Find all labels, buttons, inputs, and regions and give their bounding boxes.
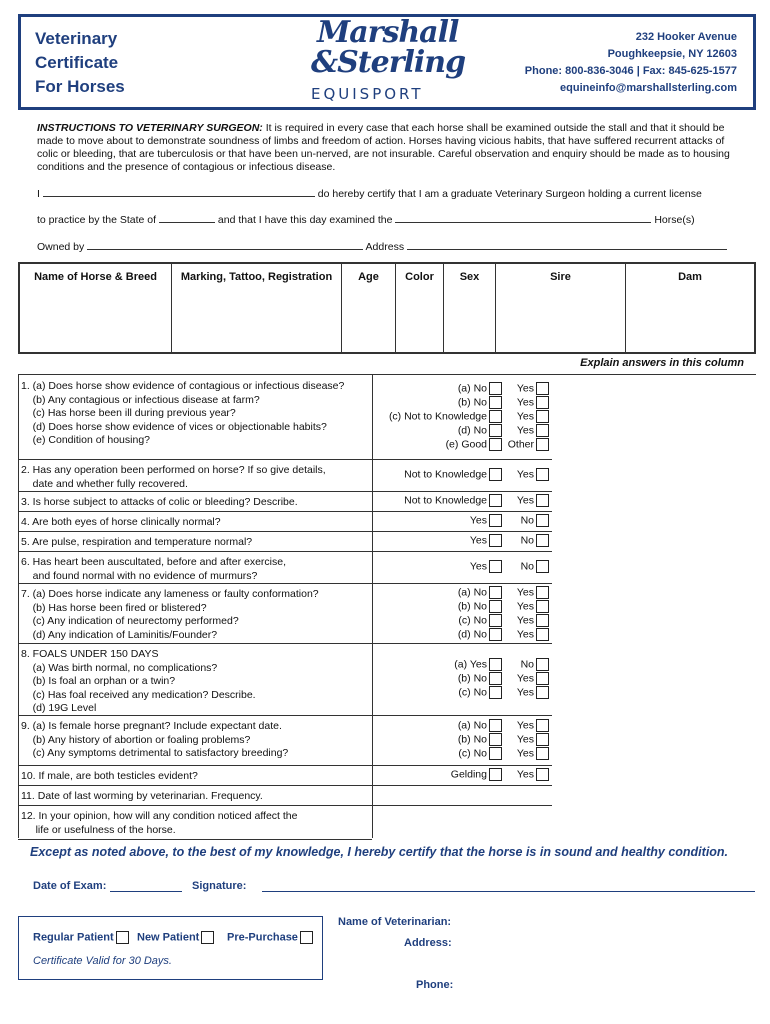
answer-option: Yes [517,628,549,641]
state-field[interactable] [159,213,215,223]
answer-checkbox[interactable] [489,424,502,437]
question-7 [21,588,319,642]
answer-checkbox[interactable] [536,747,549,760]
question-6-line: 6. Has heart been auscultated, before and after exercise, [21,556,286,568]
question-5 [21,536,252,550]
answer-option: Not to Knowledge [404,468,502,481]
question-12-line: life or usefulness of the horse. [21,823,176,836]
question-1-line: (b) Any contagious or infectious disease at farm? [21,393,260,406]
question-2-line: 2. Has any operation been performed on horse? If so give details, [21,464,326,476]
answer-option: Yes [517,396,549,409]
logo-sterling: &Sterling [311,45,466,80]
new-patient-checkbox[interactable] [201,931,214,944]
new-patient-label: New Patient [137,931,214,944]
answer-checkbox[interactable] [536,628,549,641]
answer-checkbox[interactable] [489,410,502,423]
question-11 [21,790,263,804]
answer-checkbox[interactable] [536,396,549,409]
question-9 [21,720,288,761]
signature-label: Signature: [192,880,247,892]
answer-option: (c) No [458,614,502,627]
answer-option: (c) No [458,747,502,760]
regular-patient-checkbox[interactable] [116,931,129,944]
practice-text: to practice by the State of [37,214,157,226]
answer-option: No [521,658,549,671]
answer-option: (c) Not to Knowledge [389,410,502,423]
instructions [37,122,737,174]
answer-checkbox[interactable] [489,514,502,527]
question-7-line: (b) Has horse been fired or blistered? [21,601,207,614]
col-sex: Sex [444,264,496,352]
valid-note: Certificate Valid for 30 Days. [33,955,172,967]
signature-field[interactable] [262,891,755,892]
date-field[interactable] [110,891,182,892]
question-4-line: 4. Are both eyes of horse clinically normal? [21,516,221,528]
answer-option: Yes [470,534,502,547]
answer-checkbox[interactable] [536,438,549,451]
question-11-line: 11. Date of last worming by veterinarian. Frequency. [21,790,263,802]
answer-option: (b) No [458,672,502,685]
date-label: Date of Exam: [33,880,107,892]
answer-checkbox[interactable] [536,614,549,627]
question-10 [21,770,198,784]
answer-option: Other [508,438,549,451]
question-1-line: (e) Condition of housing? [21,434,150,446]
answer-option: (b) No [458,600,502,613]
answer-checkbox[interactable] [536,586,549,599]
answer-option: Yes [517,747,549,760]
answer-checkbox[interactable] [536,560,549,573]
question-8-line: (a) Was birth normal, no complications? [21,661,218,674]
answer-checkbox[interactable] [489,768,502,781]
instructions-label: INSTRUCTIONS TO VETERINARY SURGEON: [37,122,263,134]
question-9-line: (c) Any symptoms detrimental to satisfactory breeding? [21,747,289,759]
answer-option: Yes [517,686,549,699]
certify-row-2 [37,213,695,226]
examined-text: and that I have this day examined the [217,214,393,226]
answer-checkbox[interactable] [536,768,549,781]
answer-option: No [521,560,549,573]
address-line-2: Poughkeepsie, NY 12603 [607,48,737,60]
col-age: Age [342,264,396,352]
owned-by-label: Owned by [37,241,85,253]
vet-name-label: Name of Veterinarian: [338,916,452,928]
question-7-line: (c) Any indication of neurectomy performed? [21,615,239,627]
answer-checkbox[interactable] [536,494,549,507]
answer-checkbox[interactable] [489,672,502,685]
answer-option: Yes [517,672,549,685]
answer-checkbox[interactable] [489,686,502,699]
answer-option: Not to Knowledge [404,494,502,507]
question-1-line: (c) Has horse been ill during previous year? [21,407,236,419]
answer-option: Yes [517,424,549,437]
answer-option: Gelding [451,768,502,781]
explain-label: Explain answers in this column [580,357,744,369]
question-7-line: 7. (a) Does horse indicate any lameness or faulty conformation? [21,588,319,600]
address-line-1: 232 Hooker Avenue [635,31,737,43]
answer-option: Yes [517,382,549,395]
pre-purchase-checkbox[interactable] [300,931,313,944]
answer-option: Yes [470,514,502,527]
answer-checkbox[interactable] [489,600,502,613]
i-label: I [37,188,40,200]
pre-purchase-label: Pre-Purchase [227,931,313,944]
answer-option: Yes [517,733,549,746]
answer-option: (a) No [458,586,502,599]
question-2-line: date and whether fully recovered. [21,477,188,490]
answer-checkbox[interactable] [536,534,549,547]
question-1 [21,380,344,448]
question-6 [21,556,286,583]
answer-checkbox[interactable] [489,614,502,627]
answer-checkbox[interactable] [536,600,549,613]
answer-option: (b) No [458,396,502,409]
answer-checkbox[interactable] [489,733,502,746]
answer-option: (b) No [458,733,502,746]
question-10-line: 10. If male, are both testicles evident? [21,770,198,782]
owner-field[interactable] [87,240,363,250]
answer-checkbox[interactable] [536,719,549,732]
col-color: Color [396,264,444,352]
question-12 [21,810,297,837]
answer-checkbox[interactable] [536,382,549,395]
answer-option: Yes [517,768,549,781]
answer-option: Yes [517,586,549,599]
question-8-line: (c) Has foal received any medication? Describe. [21,688,256,701]
answer-option: No [521,534,549,547]
answer-checkbox[interactable] [489,438,502,451]
answer-option: Yes [517,494,549,507]
col-name-breed: Name of Horse & Breed [20,264,172,352]
answer-option: (a) No [458,719,502,732]
owner-address-label: Address [365,241,405,253]
question-9-line: 9. (a) Is female horse pregnant? Include expectant date. [21,720,282,732]
question-12-line: 12. In your opinion, how will any condition noticed affect the [21,810,298,822]
answer-option: Yes [470,560,502,573]
answer-checkbox[interactable] [489,560,502,573]
certify-row-3 [37,240,727,253]
header-box [18,14,756,110]
answer-checkbox[interactable] [536,658,549,671]
question-2 [21,464,326,491]
vet-address-label: Address: [404,937,452,949]
contact-line: Phone: 800-836-3046 | Fax: 845-625-1577 [524,65,737,77]
answer-option: Yes [517,468,549,481]
except-statement: Except as noted above, to the best of my knowledge, I hereby certify that the horse is in sound and healthy condition. [30,845,729,859]
answer-checkbox[interactable] [489,747,502,760]
answer-checkbox[interactable] [489,658,502,671]
answer-option: Yes [517,600,549,613]
form-title-line-1: Veterinary [35,29,118,48]
question-4 [21,516,221,530]
regular-patient-label: Regular Patient [33,931,129,944]
answer-checkbox[interactable] [536,468,549,481]
question-6-line: and found normal with no evidence of murmurs? [21,569,258,582]
answer-option: Yes [517,614,549,627]
col-marking: Marking, Tattoo, Registration [172,264,342,352]
question-8-line: (b) Is foal an orphan or a twin? [21,675,176,687]
form-title-line-3: For Horses [35,77,125,96]
question-8-line: 8. FOALS UNDER 150 DAYS [21,648,159,660]
answer-checkbox[interactable] [536,424,549,437]
answer-option: No [521,514,549,527]
owner-address-field[interactable] [407,240,727,250]
answer-option: Yes [517,719,549,732]
patient-box [18,916,323,980]
answer-option: (c) No [458,686,502,699]
answer-option: (d) No [458,424,502,437]
answer-checkbox[interactable] [489,628,502,641]
question-5-line: 5. Are pulse, respiration and temperature normal? [21,536,253,548]
answer-option: (d) No [458,628,502,641]
answer-checkbox[interactable] [489,396,502,409]
answer-checkbox[interactable] [536,410,549,423]
question-3 [21,496,298,510]
question-7-line: (d) Any indication of Laminitis/Founder? [21,628,218,641]
answer-checkbox[interactable] [536,686,549,699]
questions-table [18,374,756,838]
answer-checkbox[interactable] [489,534,502,547]
surgeon-name-field[interactable] [43,187,315,197]
answer-checkbox[interactable] [489,586,502,599]
answer-checkbox[interactable] [536,733,549,746]
answer-option: (a) Yes [454,658,502,671]
certify-row-1 [37,187,702,200]
email-line[interactable]: equineinfo@marshallsterling.com [560,82,737,94]
question-8-line: (d) 19G Level [21,702,97,714]
question-3-line: 3. Is horse subject to attacks of colic or bleeding? Describe. [21,496,298,508]
logo-equisport: EQUISPORT [311,85,424,103]
answer-checkbox[interactable] [489,719,502,732]
horse-count-field[interactable] [395,213,651,223]
col-dam: Dam [678,271,702,283]
answer-checkbox[interactable] [536,514,549,527]
vet-phone-label: Phone: [416,979,454,991]
question-1-line: (d) Does horse show evidence of vices or objectionable habits? [21,420,327,433]
answer-checkbox[interactable] [489,494,502,507]
answer-checkbox[interactable] [489,468,502,481]
instructions-text: It is required in every case that each horse shall be examined outside the stall and that it should be made to move about to demonstrate soundness of limbs and freedom of action. Horses having vicious habits, that have suffered recurrent attacks of colic or bleeding, that are tuberculosis or that have been un-nerved, are not insurable. Careful observation and enquiry should be made as to housing conditions and the presence of contagious or infectious disease. [37,122,730,173]
logo-marshall: Marshall [317,15,459,50]
form-title-line-2: Certificate [35,53,119,72]
horses-text: Horse(s) [654,214,695,226]
certify-text: do hereby certify that I am a graduate Veterinary Surgeon holding a current license [317,188,702,200]
answer-checkbox[interactable] [536,672,549,685]
question-8 [21,648,256,716]
col-sire: Sire [496,264,626,352]
answer-option: (a) No [458,382,502,395]
question-9-line: (b) Any history of abortion or foaling problems? [21,733,251,746]
answer-option: (e) Good [446,438,502,451]
horse-table [18,262,756,354]
answer-checkbox[interactable] [489,382,502,395]
answer-option: Yes [517,410,549,423]
question-1-line: 1. (a) Does horse show evidence of contagious or infectious disease? [21,380,345,392]
